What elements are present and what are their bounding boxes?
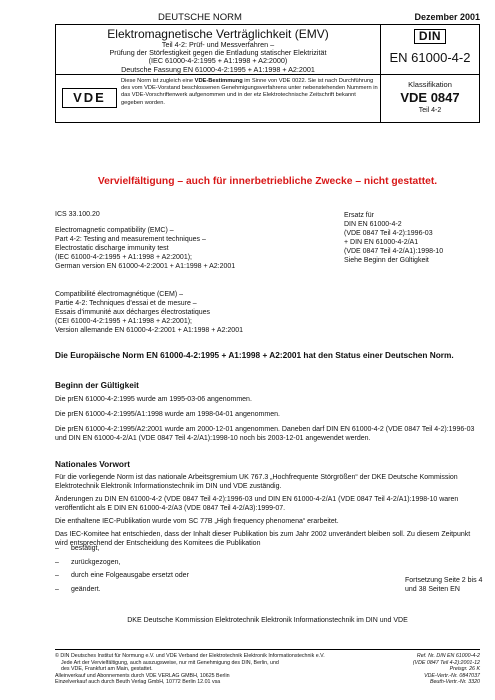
list-item: – geändert. <box>55 585 101 593</box>
vde-notice <box>121 78 379 107</box>
footer-line: Jede Art der Vervielfältigung, auch auszugsweise, nur mit Genehmigung des DIN, Berlin, und <box>61 659 279 666</box>
validity-section <box>55 380 480 443</box>
english-line: Electrostatic discharge immunity test <box>55 245 169 252</box>
header-frame <box>55 24 480 123</box>
din-block <box>381 25 479 75</box>
vde-part: Teil 4-2 <box>418 107 442 114</box>
list-item: – bestätigt, <box>55 545 100 552</box>
ersatz-line: Ersatz für <box>344 212 374 219</box>
notice-text: im Sinne von VDE 0022. Sie ist nach Durchführung des vom VDE-Vorstand beschlossenen Genehmigungsverfahrens unter nebenstehenden Nummern in das VDE-Vorschriftenwerk aufgenommen und in der etz Elektrotechnische Zeitschrift bekannt gegeben worden. <box>121 78 378 106</box>
notice-text: Diese Norm ist zugleich eine <box>121 78 195 84</box>
paragraph: Die prEN 61000-4-2:1995/A2:2001 wurde am 2000-12-01 angenommen. Daneben darf DIN EN 61000-4-2 (VDE 0847 Teil 4-2):1996-03 und DIN EN 61000-4-2/A1 (VDE 0847 Teil 4-2/A1):1998-10 noch bis 2003-12-01 angewendet werden. <box>55 426 475 442</box>
section-title: Nationales Vorwort <box>55 459 130 469</box>
paragraph: Für die vorliegende Norm ist das nationale Arbeitsgremium UK 767.3 „Hochfrequente Störgrößen“ der DKE Deutsche Kommission Elektrotechnik Elektronik Informationstechnik im DIN und VDE zuständig. <box>55 474 458 490</box>
footer-line: Einzelverkauf auch durch Beuth Verlag GmbH, 10772 Berlin 12.01 vsa <box>55 679 221 686</box>
subtitle-line: (IEC 61000-4-2:1995 + A1:1998 + A2:2000) <box>148 56 288 66</box>
header-top <box>55 12 480 24</box>
ersatz-line: DIN EN 61000-4-2 <box>344 221 402 228</box>
footer-line: des VDE, Frankfurt am Main, gestattet. <box>61 666 153 673</box>
classification-label: Klassifikation <box>408 80 452 89</box>
footer-ref-line: VDE-Vertr.-Nr. 0847037 <box>424 672 480 679</box>
ersatz-line: (VDE 0847 Teil 4-2):1996-03 <box>344 230 433 237</box>
subtitle-line: Teil 4-2: Prüf- und Messverfahren – <box>161 40 275 49</box>
din-number: EN 61000-4-2 <box>389 50 471 65</box>
continuation-note <box>405 576 495 594</box>
document-title: Elektromagnetische Verträglichkeit (EMV) <box>107 27 329 41</box>
footer-line: Alleinverkauf und Abonnements durch VDE VERLAG GMBH, 10625 Berlin <box>55 672 230 679</box>
footer-ref-line: Preisgr. 26 K <box>449 666 480 673</box>
english-line: Electromagnetic compatibility (EMC) – <box>55 227 174 234</box>
list-item-text: durch eine Folgeausgabe ersetzt oder <box>71 572 189 579</box>
paragraph: Die prEN 61000-4-2:1995 wurde am 1995-03-06 angenommen. <box>55 396 252 403</box>
ersatz-line: Siehe Beginn der Gültigkeit <box>344 257 429 264</box>
footer-rule <box>55 649 480 650</box>
foreword-section <box>55 459 480 548</box>
publication-date: Dezember 2001 <box>414 12 480 22</box>
decision-list <box>55 542 315 596</box>
status-statement: Die Europäische Norm EN 61000-4-2:1995 + A1:1998 + A2:2001 hat den Status einer Deutschen Norm. <box>55 350 454 360</box>
footer-ref-line: Ref. Nr. DIN EN 61000-4-2 <box>416 653 480 659</box>
ersatz-line: + DIN EN 61000-4-2/A1 <box>344 239 419 246</box>
ersatz-line: (VDE 0847 Teil 4-2/A1):1998-10 <box>344 248 444 255</box>
title-block <box>56 25 380 75</box>
english-line: Part 4-2: Testing and measurement techniques – <box>55 236 206 243</box>
english-line: (IEC 61000-4-2:1995 + A1:1998 + A2:2001); <box>55 254 192 261</box>
paragraph: Das IEC-Komitee hat entschieden, dass der Inhalt dieser Publikation bis zum Jahr 2002 unverändert bleiben soll. Zu diesem Zeitpunkt wird entsprechend der Entscheidung des Komitees die Publikation <box>55 531 471 547</box>
paragraph: Die enthaltene IEC-Publikation wurde vom SC 77B „High frequency phenomena“ erarbeitet. <box>55 518 339 525</box>
french-line: Version allemande EN 61000-4-2:2001 + A1:1998 + A2:2001 <box>55 327 243 334</box>
list-item-text: bestätigt, <box>71 545 100 552</box>
footer-ref-line: (VDE 0847 Teil 4-2):2001-12 <box>412 659 480 666</box>
french-line: Partie 4-2: Techniques d'essai et de mesure – <box>55 300 197 307</box>
subtitle-line: Prüfung der Störfestigkeit gegen die Entladung statischer Elektrizität <box>109 48 327 58</box>
section-title: Beginn der Gültigkeit <box>55 380 139 390</box>
subtitle-line: Deutsche Fassung EN 61000-4-2:1995 + A1:1998 + A2:2001 <box>121 64 315 74</box>
footer-line: © DIN Deutsches Institut für Normung e.V. und VDE Verband der Elektrotechnik Elektronik Informationstechnik e.V. <box>55 653 325 659</box>
ics-code: ICS 33.100.20 <box>55 211 100 218</box>
english-line: German version EN 61000-4-2:2001 + A1:1998 + A2:2001 <box>55 263 236 270</box>
footer-reference <box>380 653 480 686</box>
paragraph: Die prEN 61000-4-2:1995/A1:1998 wurde am 1998-04-01 angenommen. <box>55 411 280 418</box>
list-item-text: zurückgezogen, <box>71 558 121 566</box>
french-line: Essais d'immunité aux décharges électrostatiques <box>55 309 211 316</box>
french-line: (CEI 61000-4-2:1995 + A1:1998 + A2:2001); <box>55 318 192 325</box>
list-item: – durch eine Folgeausgabe ersetzt oder <box>55 572 189 579</box>
list-item: – zurückgezogen, <box>55 558 121 566</box>
english-title <box>55 226 315 271</box>
copy-notice: Vervielfältigung – auch für innerbetriebliche Zwecke – nicht gestattet. <box>97 176 438 187</box>
vde-logo: VDE <box>62 88 117 108</box>
din-logo: DIN <box>414 29 446 44</box>
standard-label: DEUTSCHE NORM <box>158 12 242 23</box>
footer-ref-line: Beuth-Vertr.-Nr. 3320 <box>429 679 480 686</box>
footer-copyright <box>55 653 385 686</box>
list-item-text: geändert. <box>71 585 101 593</box>
continuation-line: und 38 Seiten EN <box>405 586 460 593</box>
notice-bold: VDE-Bestimmung <box>194 78 243 84</box>
paragraph: Änderungen zu DIN EN 61000-4-2 (VDE 0847 Teil 4-2):1996-03 und DIN EN 61000-4-2/A1 (VDE 0847 Teil 4-2/A1):1998-10 waren veröffentlicht als E DIN EN 61000-4-2/A3 (VDE 0847 Teil 4-2/A3):1999-07. <box>55 496 459 512</box>
continuation-line: Fortsetzung Seite 2 bis 4 <box>405 577 483 584</box>
replacement-note <box>344 211 484 265</box>
classification-block <box>381 75 479 114</box>
dke-line: DKE Deutsche Kommission Elektrotechnik Elektronik Informationstechnik im DIN und VDE <box>127 617 408 624</box>
french-title <box>55 290 315 335</box>
french-line: Compatibilité électromagnétique (CEM) – <box>55 291 183 298</box>
vde-number: VDE 0847 <box>400 90 460 105</box>
